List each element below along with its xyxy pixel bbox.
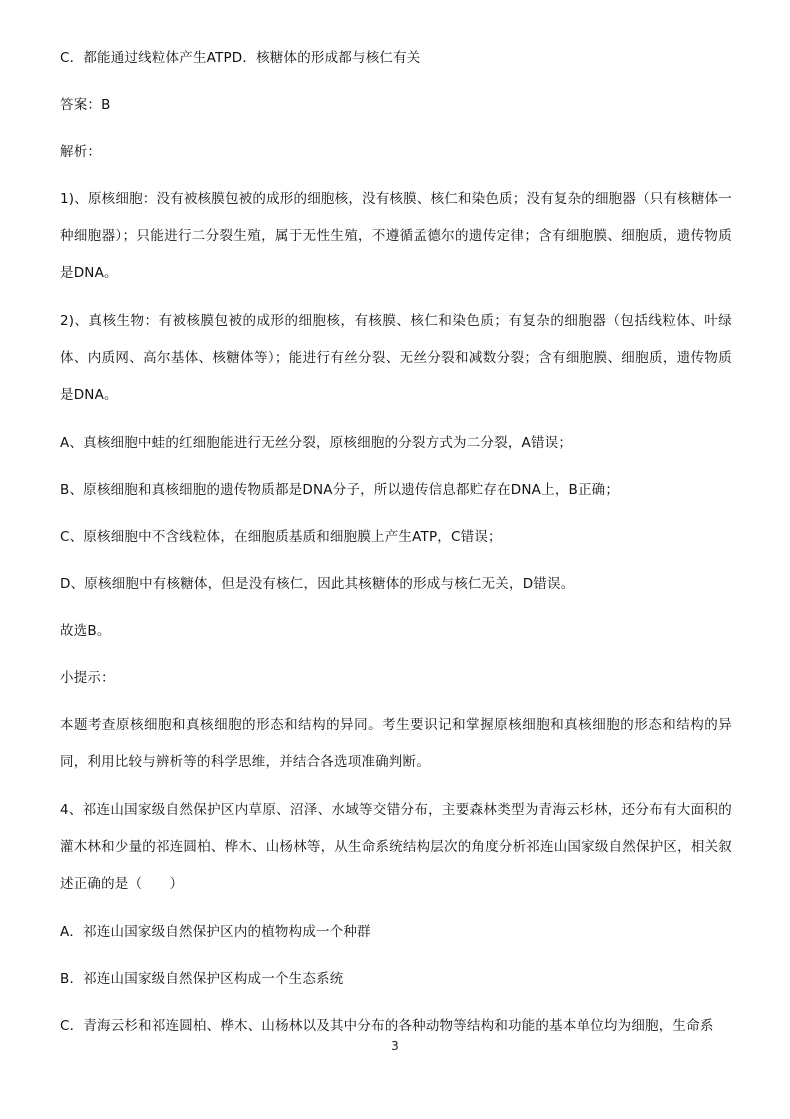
choice-conclusion: 故选B。: [60, 623, 111, 639]
prokaryote-explanation: 1)、原核细胞：没有被核膜包被的成形的细胞核，没有核膜、核仁和染色质；没有复杂的细胞器（只有核糖体一种细胞器）；只能进行二分裂生殖，属于无性生殖，不遵循孟德尔的遗传定律；含有细胞膜、细胞质，遗传物质是DNA。: [60, 191, 732, 281]
analysis-option-b: B、原核细胞和真核细胞的遗传物质都是DNA分子，所以遗传信息都贮存在DNA上，B正确；: [60, 482, 620, 498]
tip-heading: 小提示：: [60, 670, 115, 686]
question-4-stem: 4、祁连山国家级自然保护区内草原、沼泽、水域等交错分布，主要森林类型为青海云杉林，还分布有大面积的灌木林和少量的祁连圆柏、桦木、山杨林等，从生命系统结构层次的角度分析祁连山国家级自然保护区，相关叙述正确的是（ ）: [60, 802, 732, 892]
option-c-text: C．都能通过线粒体产生ATPD．核糖体的形成都与核仁有关: [60, 50, 421, 66]
analysis-option-c: C、原核细胞中不含线粒体，在细胞质基质和细胞膜上产生ATP，C错误；: [60, 529, 502, 545]
analysis-heading: 解析：: [60, 144, 102, 160]
tip-text: 本题考查原核细胞和真核细胞的形态和结构的异同。考生要识记和掌握原核细胞和真核细胞的形态和结构的异同，利用比较与辨析等的科学思维，并结合各选项准确判断。: [60, 717, 732, 770]
question-4-option-c: C．青海云杉和祁连圆柏、桦木、山杨林以及其中分布的各种动物等结构和功能的基本单位均为细胞，生命系: [60, 1018, 714, 1034]
answer-text: 答案：B: [60, 97, 111, 113]
question-4-option-a: A．祁连山国家级自然保护区内的植物构成一个种群: [60, 924, 371, 940]
page-number: 3: [391, 1039, 399, 1053]
eukaryote-explanation: 2)、真核生物：有被核膜包被的成形的细胞核，有核膜、核仁和染色质；有复杂的细胞器（包括线粒体、叶绿体、内质网、高尔基体、核糖体等）；能进行有丝分裂、无丝分裂和减数分裂；含有细胞膜、细胞质，遗传物质是DNA。: [60, 313, 732, 403]
document-body: [60, 46, 732, 1061]
analysis-option-d: D、原核细胞中有核糖体，但是没有核仁，因此其核糖体的形成与核仁无关，D错误。: [60, 576, 575, 592]
analysis-option-a: A、真核细胞中蛙的红细胞能进行无丝分裂，原核细胞的分裂方式为二分裂，A错误；: [60, 435, 573, 451]
question-4-option-b: B．祁连山国家级自然保护区构成一个生态系统: [60, 971, 344, 987]
